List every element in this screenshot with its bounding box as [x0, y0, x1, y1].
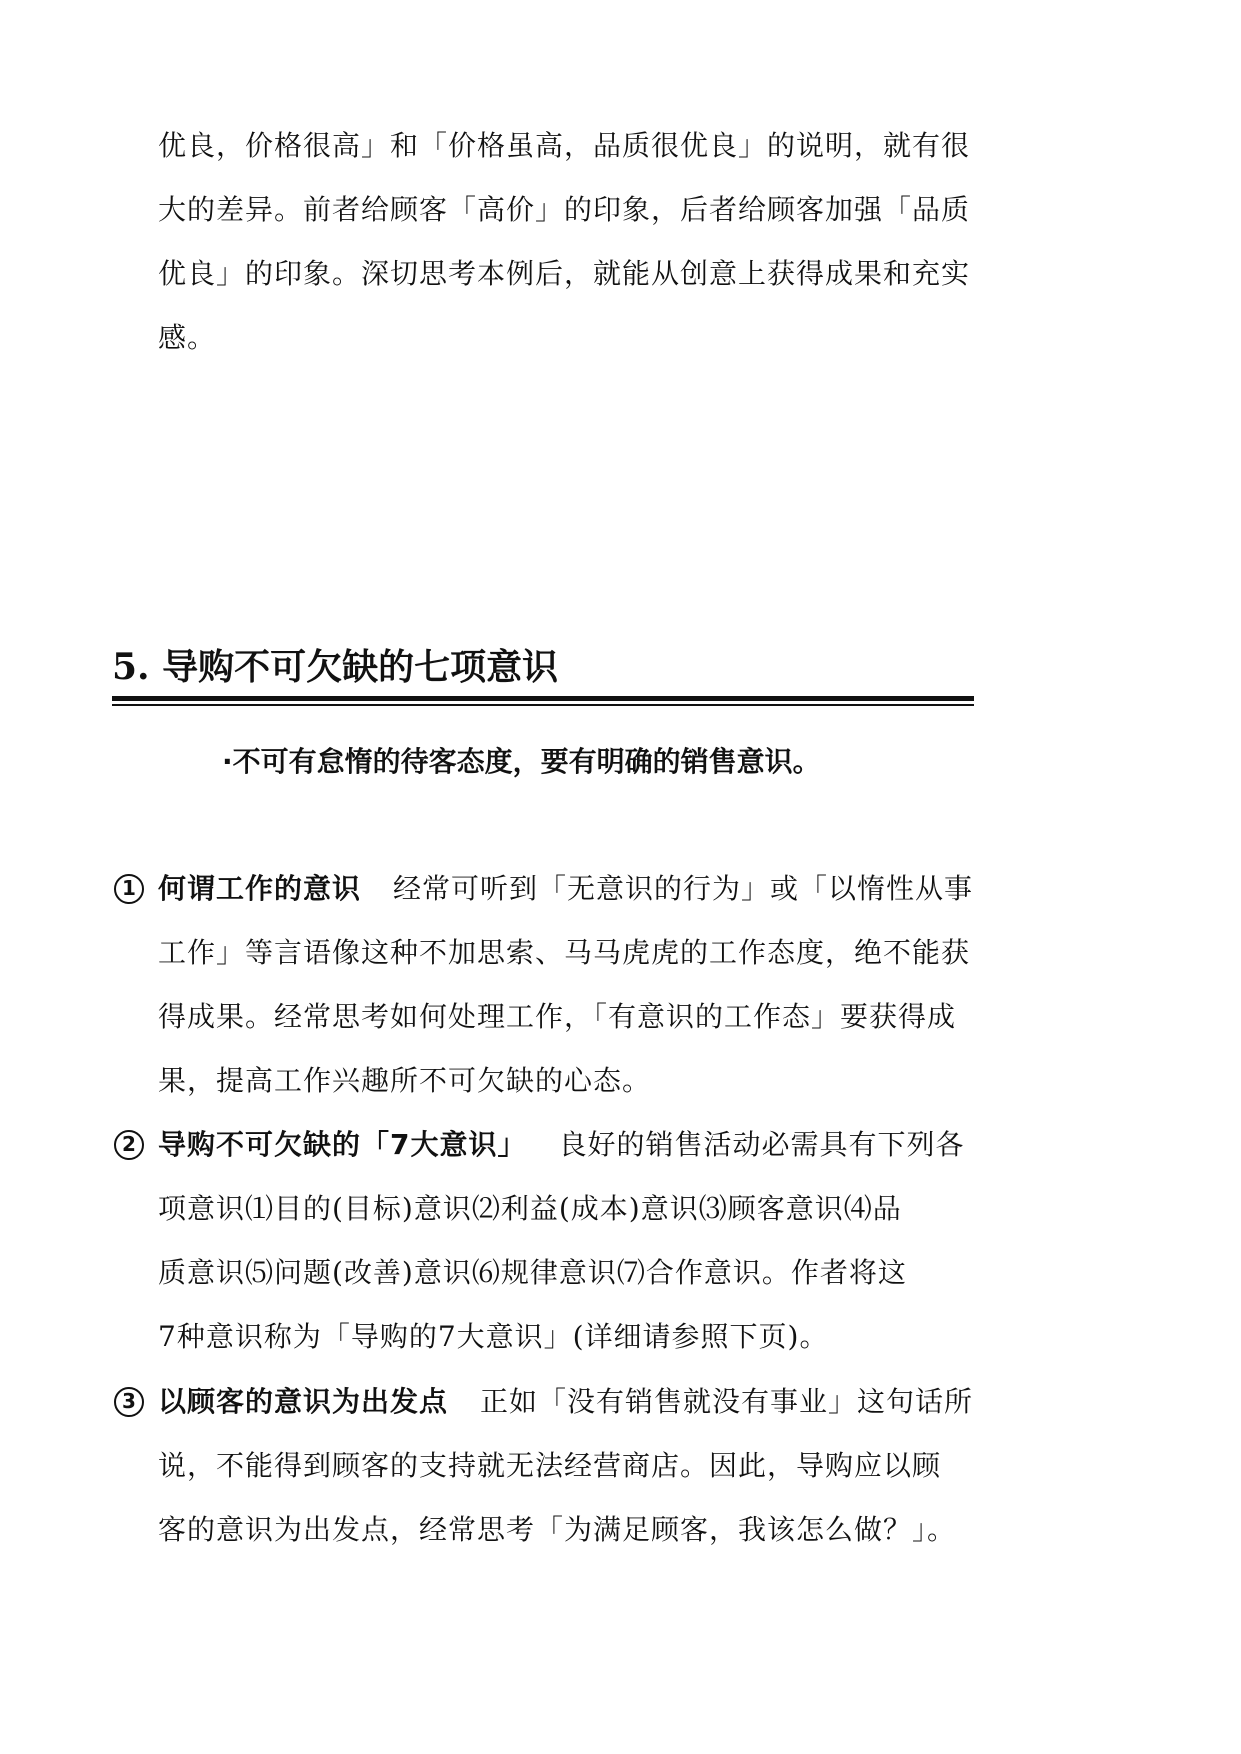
item-3-first-line — [158, 1384, 973, 1420]
item-1-first-line — [158, 871, 973, 907]
item-1-line-3: 得成果。经常思考如何处理工作，「有意识的工作态」要获得成 — [158, 1000, 957, 1033]
item-2-marker: 2 — [114, 1130, 144, 1160]
item-1-heading: 何谓工作的意识 — [158, 872, 362, 905]
intro-line-3: 优良」的印象。深切思考本例后，就能从创意上获得成果和充实 — [158, 257, 971, 290]
item-2-line-4: 7种意识称为「导购的7大意识」(详细请参照下页)。 — [158, 1320, 829, 1353]
item-3-line-3: 客的意识为出发点，经常思考「为满足顾客，我该怎么做？」。 — [158, 1513, 957, 1546]
intro-line-4: 感。 — [158, 321, 217, 354]
item-3-first-text: 正如「没有销售就没有事业」这句话所 — [480, 1385, 974, 1418]
item-1-line-2: 工作」等言语像这种不加思索、马马虎虎的工作态度，绝不能获 — [158, 936, 971, 969]
intro-line-2: 大的差异。前者给顾客「高价」的印象，后者给顾客加强「品质 — [158, 193, 971, 226]
section-subtitle: ·不可有怠惰的待客态度，要有明确的销售意识。 — [222, 745, 821, 778]
item-2-line-3: 质意识⑸问题(改善)意识⑹规律意识⑺合作意识。作者将这 — [158, 1256, 907, 1289]
section-number: 5. — [112, 646, 150, 688]
item-2-line-2: 项意识⑴目的(目标)意识⑵利益(成本)意识⑶顾客意识⑷品 — [158, 1192, 902, 1225]
section-heading — [112, 645, 558, 690]
heading-rule-thin — [112, 704, 974, 706]
item-1-marker: 1 — [114, 874, 144, 904]
heading-rule-thick — [112, 696, 974, 701]
intro-line-1: 优良，价格很高」和「价格虽高，品质很优良」的说明，就有很 — [158, 129, 971, 162]
item-3-line-2: 说，不能得到顾客的支持就无法经营商店。因此，导购应以顾 — [158, 1449, 942, 1482]
section-title: 导购不可欠缺的七项意识 — [162, 647, 559, 688]
item-2-first-line — [158, 1127, 965, 1163]
item-3-heading: 以顾客的意识为出发点 — [158, 1385, 449, 1418]
item-1-first-text: 经常可听到「无意识的行为」或「以惰性从事 — [393, 872, 974, 905]
item-2-first-text: 良好的销售活动必需具有下列各 — [558, 1128, 965, 1161]
item-3-marker: 3 — [114, 1387, 144, 1417]
item-2-heading: 导购不可欠缺的「7大意识」 — [158, 1128, 527, 1161]
item-1-line-4: 果，提高工作兴趣所不可欠缺的心态。 — [158, 1064, 652, 1097]
